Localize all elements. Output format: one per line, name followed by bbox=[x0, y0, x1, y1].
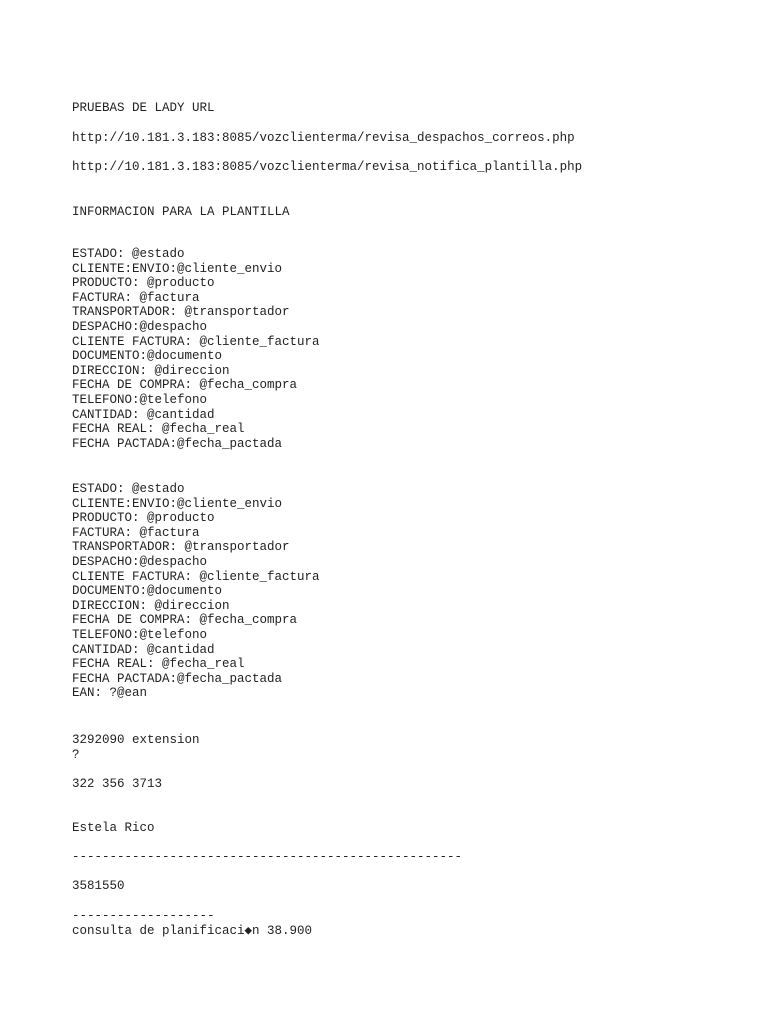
template-field-line: TELEFONO:@telefono bbox=[72, 627, 208, 642]
template-field-line: ESTADO: @estado bbox=[72, 247, 185, 261]
template-field-line: CANTIDAD: @cantidad bbox=[72, 407, 215, 422]
template-field-line: FECHA PACTADA:@fecha_pactada bbox=[72, 671, 283, 686]
template-field-line: PRODUCTO: @producto bbox=[72, 511, 215, 526]
template-heading: INFORMACION PARA LA PLANTILLA bbox=[72, 205, 290, 219]
number-two: 3581550 bbox=[72, 879, 125, 893]
template-field-line: DESPACHO:@despacho bbox=[72, 554, 208, 569]
template-field-line: DESPACHO:@despacho bbox=[72, 319, 208, 334]
template-field-line: DIRECCION: @direccion bbox=[72, 598, 230, 613]
template-field-line: TRANSPORTADOR: @transportador bbox=[72, 540, 290, 555]
template-field-line: FECHA DE COMPRA: @fecha_compra bbox=[72, 378, 298, 393]
separator-short: ------------------- bbox=[72, 909, 215, 923]
template-field-line: EAN: ?@ean bbox=[72, 686, 148, 701]
template-field-line: FACTURA: @factura bbox=[72, 525, 200, 540]
template-field-line: CLIENTE:ENVIO:@cliente_envio bbox=[72, 496, 283, 511]
consulta-planificacion: consulta de planificaci◆n 38.900 bbox=[72, 924, 313, 938]
mobile-number: 322 356 3713 bbox=[72, 777, 163, 791]
template-field-line: ESTADO: @estado bbox=[72, 482, 185, 496]
separator-long: ---------------------------------------------------- bbox=[72, 850, 463, 864]
document-heading: PRUEBAS DE LADY URL bbox=[72, 101, 215, 115]
template-field-line: TELEFONO:@telefono bbox=[72, 392, 208, 407]
template-field-line: FECHA REAL: @fecha_real bbox=[72, 422, 245, 437]
template-fields-block-two bbox=[72, 482, 320, 701]
template-field-line: FECHA REAL: @fecha_real bbox=[72, 657, 245, 672]
template-field-line: FACTURA: @factura bbox=[72, 290, 200, 305]
contact-name: Estela Rico bbox=[72, 821, 155, 835]
template-field-line: PRODUCTO: @producto bbox=[72, 276, 215, 291]
template-field-line: TRANSPORTADOR: @transportador bbox=[72, 305, 290, 320]
template-field-line: FECHA DE COMPRA: @fecha_compra bbox=[72, 613, 298, 628]
template-field-line: DOCUMENTO:@documento bbox=[72, 349, 223, 364]
template-field-line: DOCUMENTO:@documento bbox=[72, 584, 223, 599]
template-field-line: FECHA PACTADA:@fecha_pactada bbox=[72, 436, 283, 451]
url-despachos-correos: http://10.181.3.183:8085/vozclienterma/revisa_despachos_correos.php bbox=[72, 131, 575, 145]
url-notifica-plantilla: http://10.181.3.183:8085/vozclienterma/revisa_notifica_plantilla.php bbox=[72, 160, 583, 174]
question-mark: ? bbox=[72, 748, 80, 762]
template-field-line: CANTIDAD: @cantidad bbox=[72, 642, 215, 657]
template-field-line: DIRECCION: @direccion bbox=[72, 363, 230, 378]
template-field-line: CLIENTE FACTURA: @cliente_factura bbox=[72, 569, 320, 584]
phone-extension: 3292090 extension bbox=[72, 733, 200, 747]
template-field-line: CLIENTE FACTURA: @cliente_factura bbox=[72, 334, 320, 349]
template-field-line: CLIENTE:ENVIO:@cliente_envio bbox=[72, 261, 283, 276]
template-fields-block-one bbox=[72, 247, 320, 451]
